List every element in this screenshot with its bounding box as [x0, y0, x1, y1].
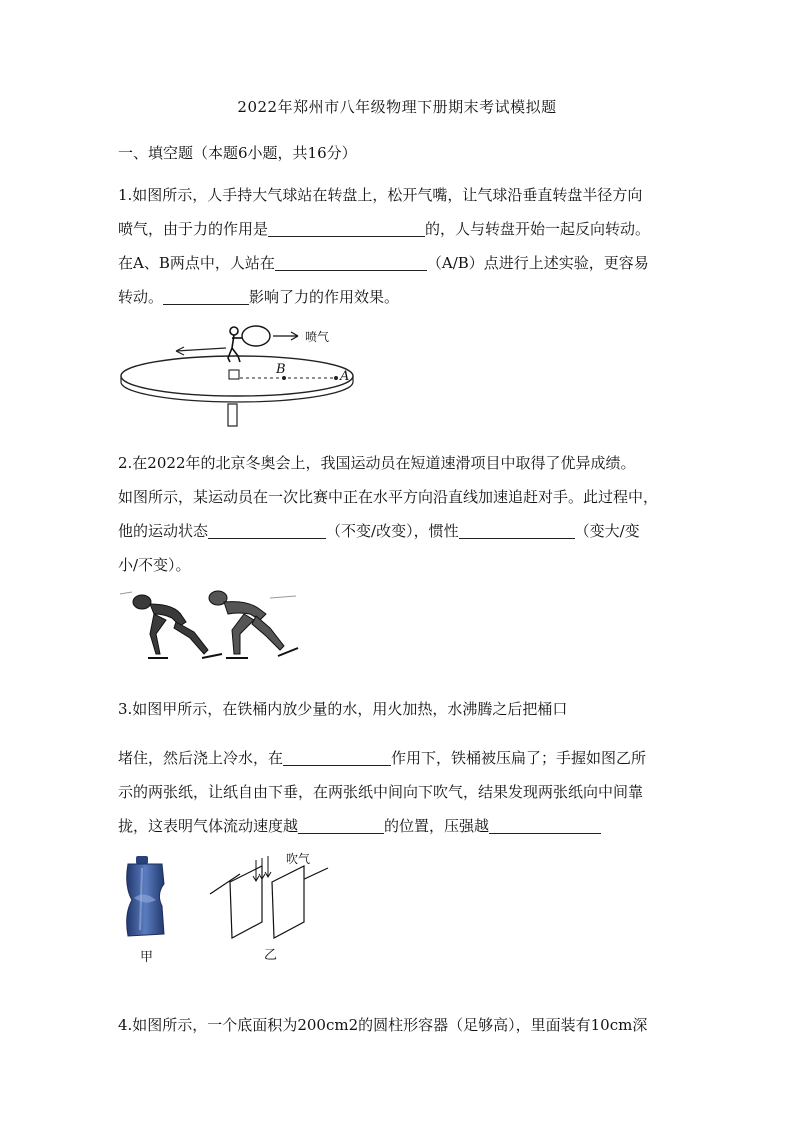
- q3-figure-jia: [122, 854, 168, 965]
- q1-line-2: 喷气，由于力的作用是 的，人与转盘开始一起反向转动。: [118, 220, 651, 238]
- spray-label: 喷气: [305, 330, 330, 344]
- q3-blank-1: [283, 747, 391, 766]
- question-1: [118, 178, 678, 314]
- q3-figure-yi: [206, 848, 336, 963]
- point-b-label: B: [276, 362, 286, 377]
- q3-line-4: 拢，这表明气体流动速度越 的位置，压强越: [118, 809, 678, 843]
- q3-blank-2: [298, 815, 384, 834]
- q1-blank-2: [275, 252, 427, 271]
- q1-blank-1: [268, 218, 425, 237]
- q2-line-4: 小/不变）。: [118, 556, 191, 574]
- question-2: [118, 446, 678, 582]
- q2-figure-skaters: [120, 584, 310, 670]
- section-heading: 一、填空题（本题6小题，共16分）: [118, 144, 357, 162]
- q3-line-3: 示的两张纸，让纸自由下垂，在两张纸中间向下吹气，结果发现两张纸向中间靠: [118, 783, 644, 801]
- question-3: [118, 692, 678, 726]
- page-title: 2022年郑州市八年级物理下册期末考试模拟题: [237, 98, 557, 116]
- q4-line-1: 4.如图所示，一个底面积为200cm2的圆柱形容器（足够高），里面装有10cm深: [118, 1016, 648, 1034]
- point-a-label: A: [340, 369, 350, 384]
- blow-label: 吹气: [286, 852, 311, 866]
- q3-line-1: 3.如图甲所示，在铁桶内放少量的水，用火加热，水沸腾之后把桶口: [118, 700, 568, 718]
- q1-line-4: 转动。 影响了力的作用效果。: [118, 288, 400, 306]
- skaters-icon: [120, 584, 310, 670]
- q2-blank-2: [459, 520, 575, 539]
- q2-blank-1: [208, 520, 326, 539]
- q1-line-3: 在A、B两点中，人站在 （A/B）点进行上述实验，更容易: [118, 254, 649, 272]
- question-3-cont: [118, 741, 678, 843]
- question-4: [118, 1008, 678, 1042]
- label-yi: 乙: [264, 948, 278, 963]
- q1-blank-3: [163, 286, 249, 305]
- q2-line-2: 如图所示，某运动员在一次比赛中正在水平方向沿直线加速追赶对手。此过程中，: [118, 488, 659, 506]
- label-jia: 甲: [140, 950, 154, 965]
- q3-line-2: 堵住，然后浇上冷水，在 作用下，铁桶被压扁了；手握如图乙所: [118, 749, 647, 767]
- balloon-icon: [242, 326, 270, 346]
- q1-figure-turntable: [118, 318, 358, 430]
- q1-line-1: 1.如图所示，人手持大气球站在转盘上，松开气嘴，让气球沿垂直转盘半径方向: [118, 186, 643, 204]
- q2-line-3: 他的运动状态 （不变/改变），惯性 （变大/变: [118, 522, 640, 540]
- q3-blank-3: [489, 815, 601, 834]
- q2-line-1: 2.在2022年的北京冬奥会上，我国运动员在短道速滑项目中取得了优异成绩。: [118, 454, 636, 472]
- crushed-can-icon: [122, 854, 168, 940]
- two-papers-icon: [206, 848, 336, 944]
